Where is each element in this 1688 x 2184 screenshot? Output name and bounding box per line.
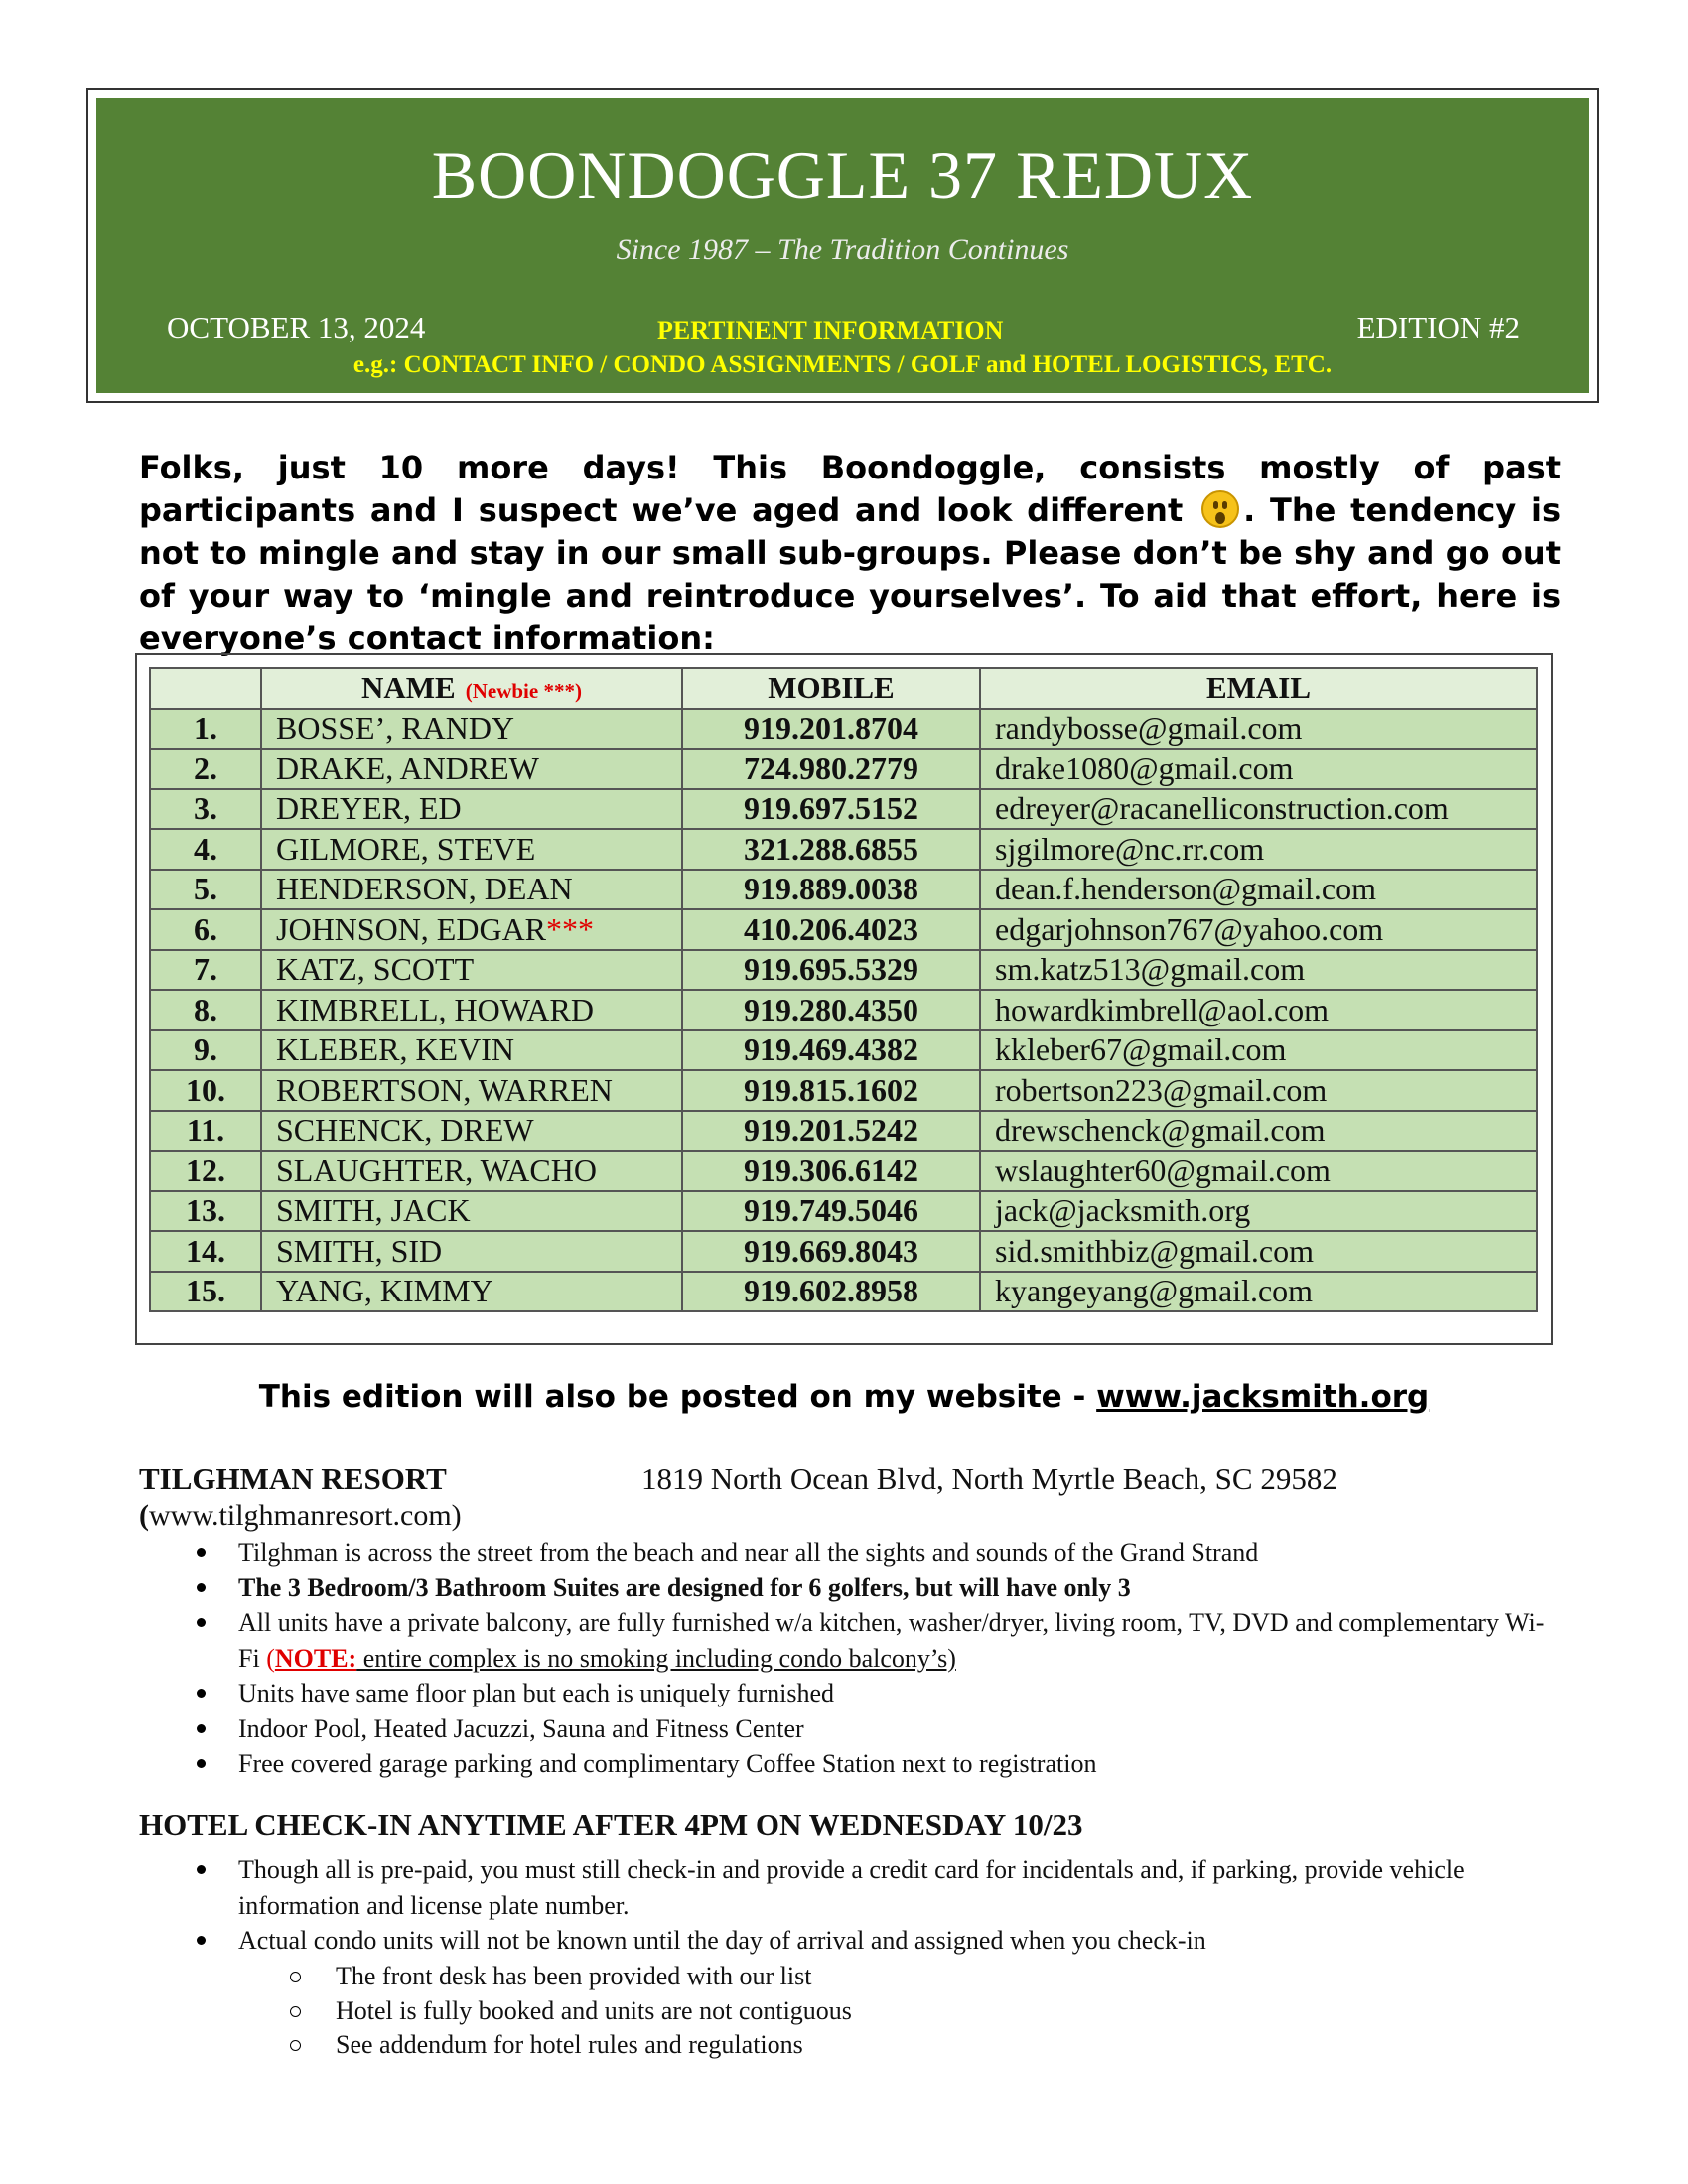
row-name-cell <box>261 1111 682 1152</box>
list-item: Tilghman is across the street from the beach and near all the sights and sounds of the Grand Strand <box>195 1535 1565 1570</box>
row-email[interactable]: randybosse@gmail.com <box>980 709 1537 750</box>
row-number: 11. <box>150 1111 261 1152</box>
row-name: JOHNSON, EDGAR <box>276 910 547 947</box>
row-mobile: 919.815.1602 <box>682 1070 980 1111</box>
row-mobile: 919.695.5329 <box>682 950 980 991</box>
row-name: ROBERTSON, WARREN <box>276 1071 613 1108</box>
row-number: 1. <box>150 709 261 750</box>
table-row <box>150 1111 1537 1152</box>
row-mobile: 919.306.6142 <box>682 1151 980 1191</box>
row-name-cell <box>261 749 682 789</box>
row-name-cell <box>261 950 682 991</box>
newbie-legend: (Newbie ***) <box>465 679 582 704</box>
row-number: 10. <box>150 1070 261 1111</box>
row-email[interactable]: dean.f.henderson@gmail.com <box>980 870 1537 910</box>
intro-text-part1: Folks, just 10 more days! This Boondoggle, consists mostly of past participants and I suspect we’ve aged and look different <box>139 449 1561 529</box>
list-item: The front desk has been provided with our list <box>290 1960 1481 1994</box>
resort-url-open-paren: ( <box>139 1499 149 1532</box>
list-item: Though all is pre-paid, you must still check-in and provide a credit card for incidentals and, if parking, provide vehicle information and license plate number. <box>195 1852 1565 1923</box>
list-item: Indoor Pool, Heated Jacuzzi, Sauna and Fitness Center <box>195 1711 1565 1747</box>
row-email[interactable]: robertson223@gmail.com <box>980 1070 1537 1111</box>
row-name-cell <box>261 870 682 910</box>
table-row <box>150 789 1537 830</box>
row-mobile: 919.697.5152 <box>682 789 980 830</box>
row-number: 5. <box>150 870 261 910</box>
checkin-title: HOTEL CHECK-IN ANYTIME AFTER 4PM ON WEDNESDAY 10/23 <box>139 1807 1083 1842</box>
row-mobile: 919.669.8043 <box>682 1231 980 1272</box>
list-item: Actual condo units will not be known until the day of arrival and assigned when you check-in <box>195 1923 1565 1959</box>
row-mobile: 919.889.0038 <box>682 870 980 910</box>
row-name: GILMORE, STEVE <box>276 830 536 867</box>
table-row <box>150 1030 1537 1071</box>
row-number: 15. <box>150 1272 261 1312</box>
row-email[interactable]: sm.katz513@gmail.com <box>980 950 1537 991</box>
table-row <box>150 1231 1537 1272</box>
resort-url-line <box>139 1499 462 1533</box>
row-name: BOSSE’, RANDY <box>276 710 515 747</box>
row-name-cell <box>261 1272 682 1312</box>
row-number: 13. <box>150 1191 261 1232</box>
table-row <box>150 749 1537 789</box>
surprised-face-icon <box>1201 490 1239 528</box>
row-email[interactable]: jack@jacksmith.org <box>980 1191 1537 1232</box>
table-row <box>150 1070 1537 1111</box>
edition-number: EDITION #2 <box>1356 310 1520 344</box>
row-name: HENDERSON, DEAN <box>276 871 573 907</box>
resort-address: 1819 North Ocean Blvd, North Myrtle Beach, SC 29582 <box>641 1461 1337 1496</box>
row-email[interactable]: kkleber67@gmail.com <box>980 1030 1537 1071</box>
row-name: SCHENCK, DREW <box>276 1112 534 1149</box>
row-email[interactable]: drewschenck@gmail.com <box>980 1111 1537 1152</box>
list-item: The 3 Bedroom/3 Bathroom Suites are designed for 6 golfers, but will have only 3 <box>195 1570 1565 1606</box>
note-label: NOTE: <box>274 1643 357 1673</box>
row-mobile: 919.201.8704 <box>682 709 980 750</box>
row-name: KLEBER, KEVIN <box>276 1031 514 1068</box>
topics-line: e.g.: CONTACT INFO / CONDO ASSIGNMENTS / GOLF and HOTEL LOGISTICS, ETC. <box>352 351 1333 378</box>
row-number: 7. <box>150 950 261 991</box>
row-name-cell <box>261 990 682 1030</box>
row-name: KATZ, SCOTT <box>276 951 475 988</box>
contact-rows <box>150 709 1537 1312</box>
list-item: See addendum for hotel rules and regulations <box>290 2028 1481 2063</box>
row-mobile: 919.602.8958 <box>682 1272 980 1312</box>
resort-url[interactable]: www.tilghmanresort.com) <box>149 1499 462 1532</box>
list-item: Free covered garage parking and complimentary Coffee Station next to registration <box>195 1746 1565 1782</box>
row-number: 8. <box>150 990 261 1030</box>
newbie-marker: *** <box>546 910 595 947</box>
checkin-sub-bullets <box>290 1960 1481 2063</box>
row-email[interactable]: kyangeyang@gmail.com <box>980 1272 1537 1312</box>
table-row <box>150 709 1537 750</box>
col-header-email: EMAIL <box>980 668 1537 709</box>
row-email[interactable]: sid.smithbiz@gmail.com <box>980 1231 1537 1272</box>
row-name-cell <box>261 1151 682 1191</box>
row-name: YANG, KIMMY <box>276 1273 493 1309</box>
contact-table <box>149 667 1538 1312</box>
row-number: 3. <box>150 789 261 830</box>
table-row <box>150 829 1537 870</box>
row-mobile: 724.980.2779 <box>682 749 980 789</box>
row-mobile: 919.201.5242 <box>682 1111 980 1152</box>
row-name: SLAUGHTER, WACHO <box>276 1152 597 1188</box>
checkin-bullets <box>195 1852 1565 1959</box>
website-line <box>0 1379 1688 1415</box>
col-header-name <box>261 668 682 709</box>
table-row <box>150 1272 1537 1312</box>
row-email[interactable]: howardkimbrell@aol.com <box>980 990 1537 1030</box>
col-header-number <box>150 668 261 709</box>
newsletter-subtitle: Since 1987 – The Tradition Continues <box>616 233 1069 266</box>
row-number: 6. <box>150 909 261 950</box>
row-name-cell <box>261 829 682 870</box>
row-email[interactable]: sjgilmore@nc.rr.com <box>980 829 1537 870</box>
row-email[interactable]: drake1080@gmail.com <box>980 749 1537 789</box>
table-header-row <box>150 668 1537 709</box>
list-item: Units have same floor plan but each is uniquely furnished <box>195 1676 1565 1711</box>
contact-table-frame <box>135 653 1553 1345</box>
list-item <box>195 1605 1565 1676</box>
row-mobile: 321.288.6855 <box>682 829 980 870</box>
row-name: KIMBRELL, HOWARD <box>276 991 594 1027</box>
row-name-cell <box>261 1231 682 1272</box>
bullet-text: All units have a private balcony, are fully furnished w/a kitchen, washer/dryer, living room, TV, DVD and complementary Wi-Fi <box>238 1608 1545 1673</box>
table-row <box>150 1151 1537 1191</box>
row-name: SMITH, JACK <box>276 1192 471 1229</box>
row-name-cell <box>261 909 682 950</box>
row-email[interactable]: edgarjohnson767@yahoo.com <box>980 909 1537 950</box>
header-banner-frame <box>86 88 1599 403</box>
row-name: SMITH, SID <box>276 1232 443 1269</box>
row-number: 9. <box>150 1030 261 1071</box>
intro-paragraph <box>139 447 1561 660</box>
row-mobile: 919.749.5046 <box>682 1191 980 1232</box>
col-header-name-label: NAME <box>361 670 456 706</box>
website-link[interactable]: www.jacksmith.org <box>1096 1379 1430 1415</box>
col-header-mobile: MOBILE <box>682 668 980 709</box>
table-row <box>150 990 1537 1030</box>
row-name: DRAKE, ANDREW <box>276 750 539 786</box>
row-name-cell <box>261 1030 682 1071</box>
row-name-cell <box>261 1191 682 1232</box>
paren-open: ( <box>266 1643 275 1673</box>
row-email[interactable]: wslaughter60@gmail.com <box>980 1151 1537 1191</box>
pertinent-info-label: PERTINENT INFORMATION <box>657 316 1004 344</box>
newsletter-title: BOONDOGGLE 37 REDUX <box>431 137 1254 212</box>
table-row <box>150 870 1537 910</box>
website-prefix: This edition will also be posted on my website - <box>258 1379 1097 1415</box>
table-row <box>150 909 1537 950</box>
intro-text-part2: . The tendency is not to mingle and stay in our small sub-groups. Please don’t be shy and go out of your way to ‘mingle and reintroduce yourselves’. To aid that effort, here is everyone’s contact information: <box>139 491 1562 657</box>
no-smoking-note: entire complex is no smoking including condo balcony’s) <box>356 1643 956 1673</box>
row-name-cell <box>261 1070 682 1111</box>
list-item: Hotel is fully booked and units are not contiguous <box>290 1994 1481 2029</box>
row-mobile: 919.469.4382 <box>682 1030 980 1071</box>
table-row <box>150 950 1537 991</box>
resort-title: TILGHMAN RESORT <box>139 1461 447 1496</box>
row-number: 14. <box>150 1231 261 1272</box>
newsletter-date: OCTOBER 13, 2024 <box>167 310 426 344</box>
table-row <box>150 1191 1537 1232</box>
row-name: DREYER, ED <box>276 790 462 827</box>
row-name-cell <box>261 709 682 750</box>
row-name-cell <box>261 789 682 830</box>
row-mobile: 919.280.4350 <box>682 990 980 1030</box>
header-banner <box>96 98 1589 393</box>
row-email[interactable]: edreyer@racanelliconstruction.com <box>980 789 1537 830</box>
resort-bullets <box>195 1535 1565 1782</box>
row-mobile: 410.206.4023 <box>682 909 980 950</box>
row-number: 2. <box>150 749 261 789</box>
row-number: 12. <box>150 1151 261 1191</box>
row-number: 4. <box>150 829 261 870</box>
